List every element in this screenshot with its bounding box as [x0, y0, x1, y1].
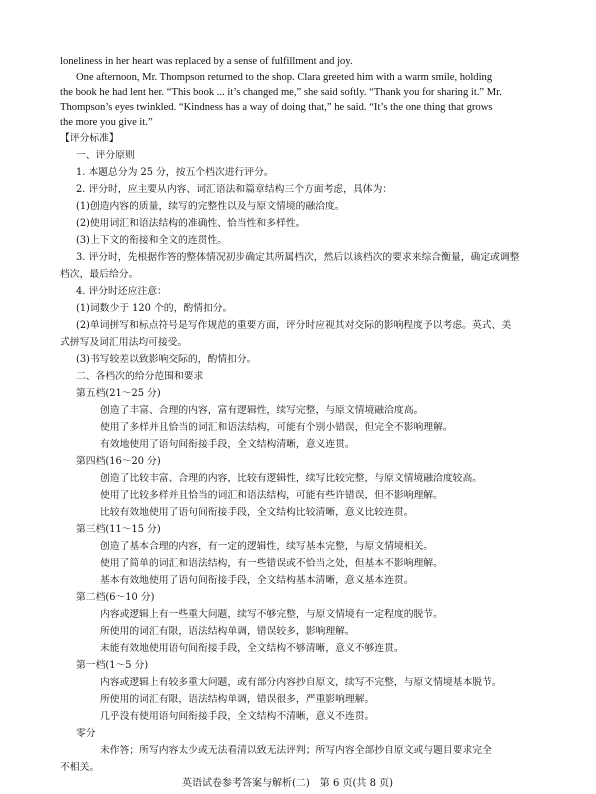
level-item: 使用了简单的词汇和语法结构，有一些错误或不恰当之处，但基本不影响理解。 — [100, 558, 443, 569]
page-footer: 英语试卷参考答案与解析(二) 第 6 页(共 8 页) — [182, 778, 394, 789]
rubric-heading: 【评分标准】 — [60, 133, 119, 144]
level-name: 第二档(6～10 分) — [76, 592, 155, 603]
story-line: the book he had lent her. “This book ... it’s changed me,” she said softly. “Thank you for sharing it.” Mr. — [60, 87, 502, 98]
principle-line: (2)单词拼写和标点符号是写作规范的重要方面，评分时应视其对交际的影响程度予以考虑。英式、美 — [76, 320, 512, 331]
level-item: 使用了多样并且恰当的词汇和语法结构，可能有个别小错误，但完全不影响理解。 — [100, 422, 453, 433]
level-item: 未作答；所写内容太少或无法看清以致无法评判；所写内容全部抄自原文或与题目要求完全 — [100, 745, 492, 756]
level-item: 基本有效地使用了语句间衔接手段，全文结构基本清晰，意义基本连贯。 — [100, 575, 414, 586]
level-item: 使用了比较多样并且恰当的词汇和语法结构，可能有些许错误，但不影响理解。 — [100, 490, 443, 501]
principle-line: 3. 评分时，先根据作答的整体情况初步确定其所属档次，然后以该档次的要求来综合衡量，确定或调整 — [76, 252, 520, 263]
level-item: 内容或逻辑上有一些重大问题，续写不够完整，与原文情境有一定程度的脱节。 — [100, 609, 443, 620]
level-item: 创造了基本合理的内容，有一定的逻辑性，续写基本完整，与原文情境相关。 — [100, 541, 434, 552]
level-name: 第五档(21～25 分) — [76, 388, 161, 399]
level-name: 第四档(16～20 分) — [76, 456, 161, 467]
principle-line: 2. 评分时，应主要从内容、词汇语法和篇章结构三个方面考虑，具体为： — [76, 184, 393, 195]
principle-line: 档次，最后给分。 — [60, 269, 139, 280]
principle-line: (3)书写较差以致影响交际的，酌情扣分。 — [76, 354, 257, 365]
story-line: the more you give it.” — [60, 117, 153, 128]
story-line: Thompson’s eyes twinkled. “Kindness has a way of doing that,” he said. “It’s the one thing that grows — [60, 102, 493, 113]
level-item: 所使用的词汇有限，语法结构单调，错误较多，影响理解。 — [100, 626, 355, 637]
level-item: 比较有效地使用了语句间衔接手段，全文结构比较清晰，意义比较连贯。 — [100, 507, 414, 518]
level-name: 第三档(11～15 分) — [76, 524, 161, 535]
level-item: 未能有效地使用语句间衔接手段，全文结构不够清晰，意义不够连贯。 — [100, 643, 404, 654]
story-line: One afternoon, Mr. Thompson returned to the shop. Clara greeted him with a warm smile, holding — [76, 72, 493, 83]
level-item: 创造了比较丰富、合理的内容，比较有逻辑性，续写比较完整，与原文情境融洽度较高。 — [100, 473, 483, 484]
principle-line: (3)上下文的衔接和全文的连贯性。 — [76, 235, 228, 246]
principle-line: (2)使用词汇和语法结构的准确性、恰当性和多样性。 — [76, 218, 306, 229]
level-item: 几乎没有使用语句间衔接手段，全文结构不清晰，意义不连贯。 — [100, 711, 375, 722]
level-item: 有效地使用了语句间衔接手段，全文结构清晰，意义连贯。 — [100, 439, 355, 450]
principle-line: 4. 评分时还应注意： — [76, 286, 167, 297]
principle-line: 式拼写及词汇用法均可接受。 — [60, 337, 188, 348]
section-title: 二、各档次的给分范围和要求 — [76, 371, 204, 382]
level-item: 创造了丰富、合理的内容，富有逻辑性，续写完整，与原文情境融洽度高。 — [100, 405, 424, 416]
section-title: 一、评分原则 — [76, 150, 135, 161]
principle-line: 1. 本题总分为 25 分，按五个档次进行评分。 — [76, 167, 274, 178]
level-item: 不相关。 — [60, 762, 100, 773]
level-item: 内容或逻辑上有较多重大问题，或有部分内容抄自原文，续写不完整，与原文情境基本脱节。 — [100, 677, 502, 688]
story-line: loneliness in her heart was replaced by a sense of fulfillment and joy. — [60, 56, 353, 67]
level-name: 零分 — [76, 728, 96, 739]
principle-line: (1)创造内容的质量，续写的完整性以及与原文情境的融洽度。 — [76, 201, 345, 212]
principle-line: (1)词数少于 120 个的，酌情扣分。 — [76, 303, 233, 314]
level-item: 所使用的词汇有限，语法结构单调，错误很多，严重影响理解。 — [100, 694, 375, 705]
level-name: 第一档(1～5 分) — [76, 660, 149, 671]
